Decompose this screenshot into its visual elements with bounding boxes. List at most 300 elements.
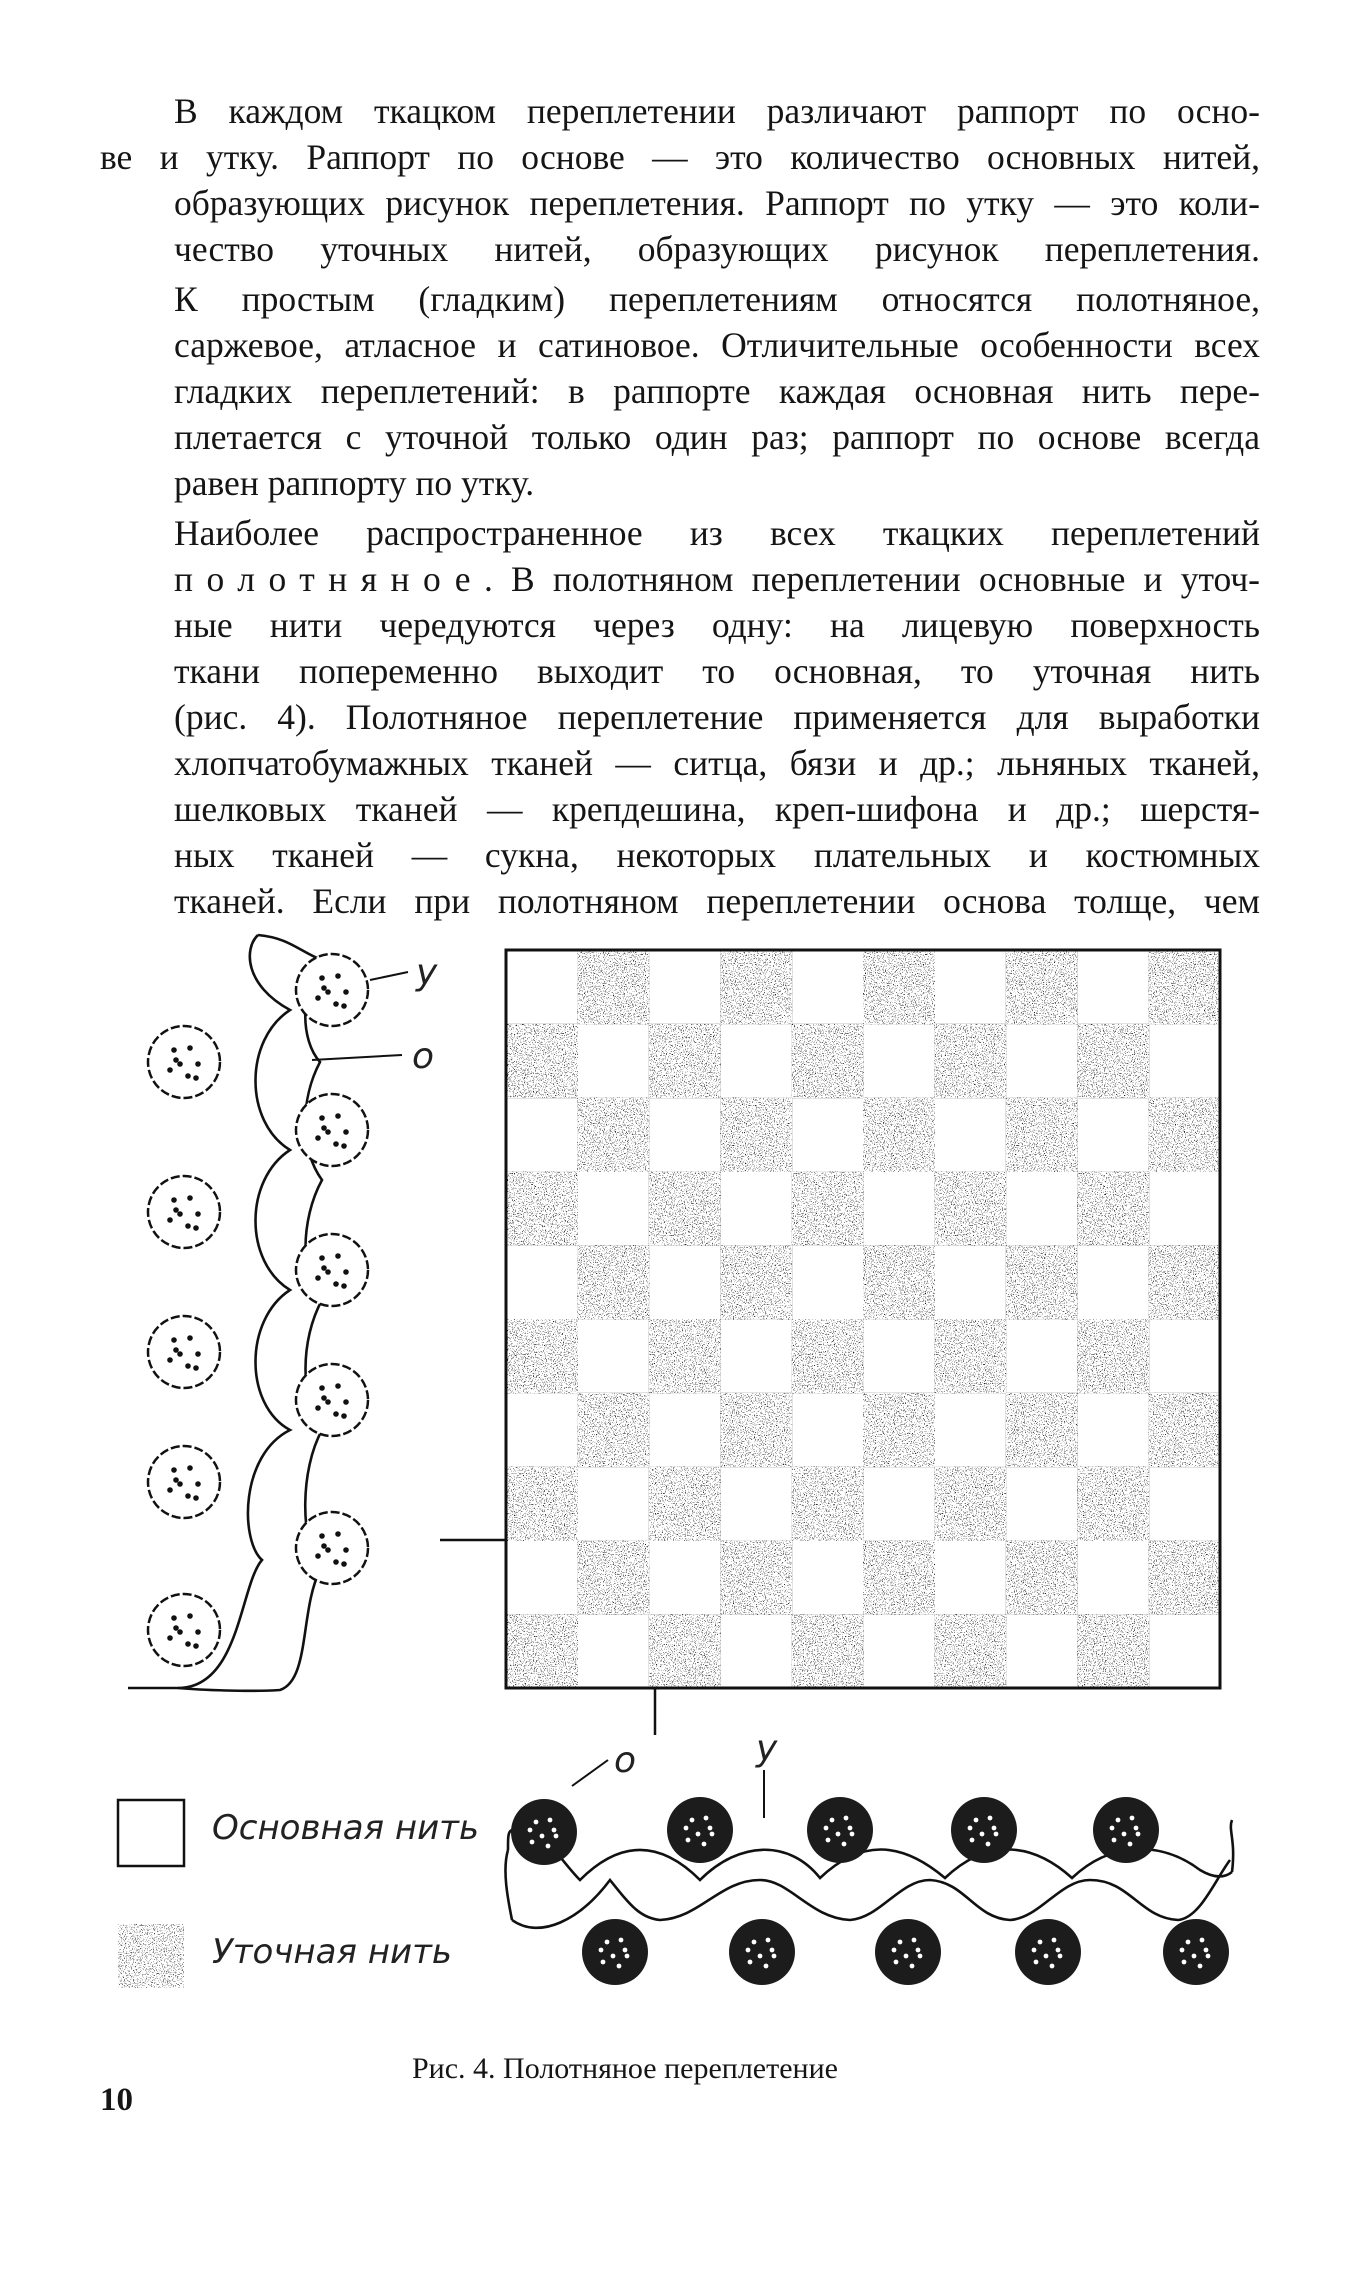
- grid-cell-texture: [506, 1171, 578, 1245]
- grid-cell-texture: [792, 1171, 864, 1245]
- text-line: [100, 556, 1260, 602]
- weft-fiber-dot: [1192, 1954, 1197, 1959]
- weft-fiber-dot: [173, 1057, 179, 1063]
- weft-fiber-dot: [848, 1826, 853, 1831]
- weft-fiber-dot: [599, 1948, 604, 1953]
- text-line: чество уточных нитей, образующих рисунок переплетения.: [174, 229, 1260, 269]
- weft-fiber-dot: [1050, 1964, 1055, 1969]
- page-number: 10: [100, 2082, 133, 2118]
- text-line: тканей. Если при полотняном переплетении основа толще, чем: [174, 881, 1260, 921]
- weft-fiber-dot: [1056, 1948, 1061, 1953]
- weft-fiber-dot: [748, 1960, 753, 1965]
- weft-fiber-dot: [830, 1818, 835, 1823]
- grid-cell-texture: [792, 1024, 864, 1098]
- weft-fiber-dot: [187, 1195, 193, 1201]
- grid-cell-warp: [1079, 1247, 1146, 1317]
- weft-fiber-dot: [177, 1351, 183, 1357]
- grid-cell-warp: [794, 1395, 861, 1465]
- weft-fiber-dot: [333, 1411, 339, 1417]
- weft-fiber-dot: [704, 1816, 709, 1821]
- weft-fiber-dot: [1052, 1938, 1057, 1943]
- weft-fiber-dot: [195, 1629, 201, 1635]
- weft-fiber-dot: [321, 985, 327, 991]
- grid-cell-texture: [863, 950, 935, 1024]
- text-line: образующих рисунок переплетения. Раппорт по утку — это коли-: [174, 183, 1260, 223]
- weft-fiber-dot: [187, 1335, 193, 1341]
- grid-cell-texture: [1149, 1098, 1221, 1172]
- weft-fiber-dot: [684, 1826, 689, 1831]
- weft-fiber-dot: [341, 1413, 347, 1419]
- weft-fiber-dot: [1044, 1954, 1049, 1959]
- weft-fiber-dot: [193, 1643, 199, 1649]
- legend-swatch-texture: [118, 1924, 184, 1988]
- weft-fiber-dot: [746, 1948, 751, 1953]
- grid-cell-texture: [720, 1540, 792, 1614]
- grid-cell-texture: [506, 1614, 578, 1688]
- grid-cell-warp: [936, 1247, 1003, 1317]
- weft-fiber-dot: [171, 1047, 177, 1053]
- weft-fiber-dot: [974, 1818, 979, 1823]
- weft-fiber-dot: [167, 1487, 173, 1493]
- weft-fiber-dot: [185, 1493, 191, 1499]
- label-warp-bottom: о: [614, 1740, 637, 1781]
- grid-cell-warp: [1151, 1026, 1218, 1096]
- grid-cell-texture: [863, 1098, 935, 1172]
- grid-cell-warp: [794, 1247, 861, 1317]
- grid-cell-texture: [1077, 1614, 1149, 1688]
- grid-cell-warp: [794, 1542, 861, 1612]
- weft-fiber-dot: [702, 1842, 707, 1847]
- weft-fiber-dot: [177, 1211, 183, 1217]
- weft-thread-circle: [296, 954, 368, 1026]
- weft-fiber-dot: [325, 1269, 331, 1275]
- grid-cell-texture: [1006, 1540, 1078, 1614]
- weft-fiber-dot: [617, 1964, 622, 1969]
- weft-fiber-dot: [1180, 1948, 1185, 1953]
- weft-fiber-dot: [904, 1954, 909, 1959]
- grid-cell-warp: [794, 1100, 861, 1170]
- weft-fiber-dot: [1110, 1826, 1115, 1831]
- grid-cell-warp: [651, 952, 718, 1022]
- grid-cell-texture: [1077, 1171, 1149, 1245]
- text-line-rest: . В полотняном переплетении основные и уточ-: [483, 559, 1260, 599]
- grid-cell-warp: [579, 1026, 646, 1096]
- weft-fiber-dot: [343, 1399, 349, 1405]
- weft-fiber-dot: [605, 1940, 610, 1945]
- legend-label-weft: Уточная нить: [212, 1932, 452, 1972]
- weave-figure: [0, 930, 1363, 2040]
- grid-cell-texture: [1006, 1245, 1078, 1319]
- weft-fiber-dot: [177, 1629, 183, 1635]
- weft-fiber-dot: [758, 1954, 763, 1959]
- weft-fiber-dot: [898, 1940, 903, 1945]
- weft-fiber-dot: [321, 1395, 327, 1401]
- weft-fiber-dot: [195, 1061, 201, 1067]
- weft-fiber-dot: [970, 1838, 975, 1843]
- weft-fiber-dot: [1134, 1826, 1139, 1831]
- weft-fiber-dot: [554, 1834, 559, 1839]
- weft-thread-circle: [148, 1176, 220, 1248]
- grid-cell-warp: [508, 1395, 575, 1465]
- weft-fiber-dot: [992, 1826, 997, 1831]
- grid-cell-texture: [1149, 1540, 1221, 1614]
- grid-cell-warp: [865, 1616, 932, 1686]
- text-line: В каждом ткацком переплетении различают раппорт по осно-: [174, 91, 1260, 131]
- body-text: [100, 88, 1260, 928]
- spaced-term: полотняное: [174, 559, 484, 599]
- weft-fiber-dot: [343, 1129, 349, 1135]
- grid-cell-warp: [1008, 1026, 1075, 1096]
- weft-thread-circle: [667, 1797, 733, 1863]
- weft-fiber-dot: [1116, 1818, 1121, 1823]
- weft-fiber-dot: [1204, 1948, 1209, 1953]
- weft-fiber-dot: [894, 1960, 899, 1965]
- text-line: (рис. 4). Полотняное переплетение применяется для выработки: [174, 697, 1260, 737]
- weft-fiber-dot: [686, 1838, 691, 1843]
- warp-thread-wavy: [512, 1860, 1230, 1928]
- grid-cell-texture: [577, 950, 649, 1024]
- paragraph-1: [100, 88, 1260, 272]
- grid-cell-texture: [577, 1245, 649, 1319]
- text-line: ве и утку. Раппорт по основе — это количество основных нитей,: [100, 137, 1260, 177]
- weft-fiber-dot: [528, 1828, 533, 1833]
- grid-cell-texture: [863, 1540, 935, 1614]
- weft-fiber-dot: [335, 1383, 341, 1389]
- weft-fiber-dot: [341, 1561, 347, 1567]
- weft-fiber-dot: [530, 1840, 535, 1845]
- weft-fiber-dot: [321, 1125, 327, 1131]
- grid-cell-warp: [651, 1247, 718, 1317]
- weft-thread-circle: [807, 1797, 873, 1863]
- weft-fiber-dot: [764, 1964, 769, 1969]
- text-line: ные нити чередуются через одну: на лицевую поверхность: [174, 605, 1260, 645]
- weft-fiber-dot: [185, 1363, 191, 1369]
- leader-line: [572, 1760, 608, 1786]
- weft-fiber-dot: [623, 1948, 628, 1953]
- grid-cell-warp: [508, 1100, 575, 1170]
- grid-cell-warp: [1008, 1321, 1075, 1391]
- grid-cell-texture: [649, 1614, 721, 1688]
- weft-fiber-dot: [343, 989, 349, 995]
- weft-thread-circle: [1015, 1919, 1081, 1985]
- grid-cell-warp: [508, 1247, 575, 1317]
- weft-fiber-dot: [187, 1613, 193, 1619]
- grid-cell-texture: [720, 1393, 792, 1467]
- warp-section-left: [128, 935, 438, 1691]
- grid-cell-texture: [720, 1245, 792, 1319]
- weft-fiber-dot: [910, 1964, 915, 1969]
- grid-cell-warp: [1079, 1100, 1146, 1170]
- weft-fiber-dot: [319, 1255, 325, 1261]
- weft-fiber-dot: [315, 1275, 321, 1281]
- weft-thread-circle: [1093, 1797, 1159, 1863]
- grid-cell-texture: [649, 1171, 721, 1245]
- weft-fiber-dot: [1206, 1954, 1211, 1959]
- grid-cell-warp: [651, 1542, 718, 1612]
- weft-thread-circle: [296, 1364, 368, 1436]
- leader-line: [370, 972, 408, 980]
- weft-fiber-dot: [325, 1129, 331, 1135]
- figure-caption: Рис. 4. Полотняное переплетение: [412, 2052, 838, 2085]
- grid-cell-texture: [792, 1614, 864, 1688]
- weft-fiber-dot: [772, 1954, 777, 1959]
- weft-fiber-dot: [333, 1281, 339, 1287]
- grid-cell-texture: [1077, 1467, 1149, 1541]
- grid-cell-warp: [651, 1100, 718, 1170]
- weft-fiber-dot: [1130, 1816, 1135, 1821]
- weft-fiber-dot: [1038, 1940, 1043, 1945]
- grid-cell-warp: [579, 1173, 646, 1243]
- grid-cell-texture: [792, 1467, 864, 1541]
- weft-fiber-dot: [619, 1938, 624, 1943]
- weft-fiber-dot: [341, 1283, 347, 1289]
- weft-fiber-dot: [335, 1531, 341, 1537]
- grid-cell-texture: [720, 950, 792, 1024]
- weft-fiber-dot: [1200, 1938, 1205, 1943]
- weft-fiber-dot: [918, 1954, 923, 1959]
- grid-cell-texture: [934, 1614, 1006, 1688]
- grid-cell-warp: [1079, 952, 1146, 1022]
- weft-fiber-dot: [195, 1481, 201, 1487]
- grid-cell-texture: [720, 1098, 792, 1172]
- weft-fiber-dot: [994, 1832, 999, 1837]
- grid-cell-texture: [863, 1245, 935, 1319]
- legend-swatch-warp: [118, 1800, 184, 1866]
- weft-fiber-dot: [1122, 1832, 1127, 1837]
- text-line: шелковых тканей — крепдешина, креп-шифона и др.; шерстя-: [174, 789, 1260, 829]
- weft-fiber-dot: [173, 1207, 179, 1213]
- weft-fiber-dot: [546, 1844, 551, 1849]
- text-line: гладких переплетений: в раппорте каждая основная нить пере-: [174, 371, 1260, 411]
- weft-fiber-dot: [173, 1477, 179, 1483]
- grid-cell-texture: [577, 1393, 649, 1467]
- weft-fiber-dot: [173, 1347, 179, 1353]
- grid-cell-warp: [651, 1395, 718, 1465]
- weft-thread-circle: [296, 1094, 368, 1166]
- label-warp-left: о: [412, 1036, 435, 1077]
- grid-cell-texture: [577, 1098, 649, 1172]
- grid-cell-warp: [1079, 1542, 1146, 1612]
- weft-fiber-dot: [708, 1826, 713, 1831]
- grid-cell-texture: [506, 1467, 578, 1541]
- weft-fiber-dot: [333, 1001, 339, 1007]
- weft-fiber-dot: [335, 973, 341, 979]
- weft-fiber-dot: [177, 1481, 183, 1487]
- grid-cell-texture: [1006, 1098, 1078, 1172]
- grid-cell-texture: [934, 1171, 1006, 1245]
- warp-edge: [505, 1850, 512, 1920]
- text-line: равен раппорту по утку.: [174, 463, 535, 503]
- grid-cell-texture: [934, 1024, 1006, 1098]
- weft-fiber-dot: [824, 1826, 829, 1831]
- weft-fiber-dot: [171, 1197, 177, 1203]
- weft-fiber-dot: [892, 1948, 897, 1953]
- weft-fiber-dot: [167, 1635, 173, 1641]
- weft-fiber-dot: [1136, 1832, 1141, 1837]
- grid-cell-warp: [579, 1616, 646, 1686]
- weft-fiber-dot: [968, 1826, 973, 1831]
- weft-fiber-dot: [335, 1113, 341, 1119]
- weft-fiber-dot: [625, 1954, 630, 1959]
- weft-fiber-dot: [844, 1816, 849, 1821]
- grid-cell-texture: [577, 1540, 649, 1614]
- warp-section-bottom: [505, 1728, 1233, 1985]
- paragraph-3: [100, 510, 1260, 924]
- weft-fiber-dot: [850, 1832, 855, 1837]
- weft-fiber-dot: [1112, 1838, 1117, 1843]
- weft-fiber-dot: [333, 1559, 339, 1565]
- grid-cell-texture: [649, 1467, 721, 1541]
- weft-fiber-dot: [315, 995, 321, 1001]
- grid-cell-warp: [508, 1542, 575, 1612]
- grid-cell-warp: [865, 1321, 932, 1391]
- weft-fiber-dot: [319, 1533, 325, 1539]
- weft-fiber-dot: [185, 1223, 191, 1229]
- grid-cell-warp: [1008, 1469, 1075, 1539]
- weft-fiber-dot: [1034, 1960, 1039, 1965]
- weft-fiber-dot: [710, 1832, 715, 1837]
- legend-label-warp: Основная нить: [212, 1808, 480, 1848]
- grid-cell-warp: [1151, 1173, 1218, 1243]
- weft-fiber-dot: [171, 1615, 177, 1621]
- weft-fiber-dot: [534, 1820, 539, 1825]
- weft-fiber-dot: [770, 1948, 775, 1953]
- grid-cell-warp: [579, 1321, 646, 1391]
- weft-fiber-dot: [325, 1547, 331, 1553]
- weft-thread-circle: [875, 1919, 941, 1985]
- grid-cell-warp: [1079, 1395, 1146, 1465]
- paragraph-2: [100, 276, 1260, 506]
- weft-thread-circle: [729, 1919, 795, 1985]
- weft-fiber-dot: [988, 1816, 993, 1821]
- weft-fiber-dot: [167, 1357, 173, 1363]
- weft-fiber-dot: [836, 1832, 841, 1837]
- grid-cell-warp: [936, 1542, 1003, 1612]
- label-weft-left: у: [416, 952, 438, 993]
- weft-fiber-dot: [916, 1948, 921, 1953]
- grid-cell-texture: [506, 1319, 578, 1393]
- weft-thread-circle: [1163, 1919, 1229, 1985]
- grid-cell-warp: [722, 1026, 789, 1096]
- weft-fiber-dot: [185, 1641, 191, 1647]
- grid-cell-warp: [865, 1026, 932, 1096]
- weft-thread-circle: [951, 1797, 1017, 1863]
- grid-cell-texture: [649, 1024, 721, 1098]
- grid-cell-texture: [1077, 1319, 1149, 1393]
- weft-fiber-dot: [167, 1217, 173, 1223]
- weft-fiber-dot: [1198, 1964, 1203, 1969]
- weft-thread-circle: [582, 1919, 648, 1985]
- weft-thread-circle: [148, 1316, 220, 1388]
- grid-cell-warp: [722, 1616, 789, 1686]
- grid-cell-warp: [722, 1469, 789, 1539]
- weft-fiber-dot: [552, 1828, 557, 1833]
- grid-cell-texture: [1006, 1393, 1078, 1467]
- warp-edge: [1231, 1820, 1233, 1872]
- text-line: хлопчатобумажных тканей — ситца, бязи и др.; льняных тканей,: [174, 743, 1260, 783]
- weft-fiber-dot: [319, 975, 325, 981]
- weft-fiber-dot: [171, 1467, 177, 1473]
- weft-fiber-dot: [321, 1265, 327, 1271]
- weft-fiber-dot: [1058, 1954, 1063, 1959]
- grid-cell-texture: [1077, 1024, 1149, 1098]
- weft-fiber-dot: [341, 1143, 347, 1149]
- weft-fiber-dot: [187, 1465, 193, 1471]
- weft-fiber-dot: [315, 1553, 321, 1559]
- weft-fiber-dot: [540, 1834, 545, 1839]
- weft-fiber-dot: [1186, 1940, 1191, 1945]
- text-line: плетается с уточной только один раз; раппорт по основе всегда: [174, 417, 1260, 457]
- weft-fiber-dot: [193, 1365, 199, 1371]
- grid-cell-texture: [1149, 950, 1221, 1024]
- weft-fiber-dot: [325, 1399, 331, 1405]
- weft-fiber-dot: [690, 1818, 695, 1823]
- weft-fiber-dot: [1182, 1960, 1187, 1965]
- weft-thread-circle: [511, 1799, 577, 1865]
- text-line: К простым (гладким) переплетениям относятся полотняное,: [174, 279, 1260, 319]
- weft-fiber-dot: [826, 1838, 831, 1843]
- weft-fiber-dot: [185, 1073, 191, 1079]
- grid-cell-warp: [722, 1173, 789, 1243]
- grid-cell-texture: [934, 1467, 1006, 1541]
- grid-cell-warp: [936, 1100, 1003, 1170]
- weft-fiber-dot: [195, 1351, 201, 1357]
- grid-cell-texture: [863, 1393, 935, 1467]
- text-line: саржевое, атласное и сатиновое. Отличительные особенности всех: [174, 325, 1260, 365]
- weft-thread-circle: [296, 1512, 368, 1584]
- plain-weave-grid: [440, 950, 1221, 1735]
- grid-cell-texture: [649, 1319, 721, 1393]
- label-weft-bottom: у: [756, 1728, 778, 1769]
- grid-cell-warp: [794, 952, 861, 1022]
- grid-cell-texture: [792, 1319, 864, 1393]
- grid-cell-warp: [1151, 1469, 1218, 1539]
- weft-fiber-dot: [986, 1842, 991, 1847]
- weft-fiber-dot: [766, 1938, 771, 1943]
- weft-fiber-dot: [912, 1938, 917, 1943]
- weft-thread-circle: [296, 1234, 368, 1306]
- grid-cell-warp: [508, 952, 575, 1022]
- grid-cell-texture: [506, 1024, 578, 1098]
- weft-thread-circle: [148, 1446, 220, 1518]
- weft-fiber-dot: [325, 989, 331, 995]
- weft-fiber-dot: [611, 1954, 616, 1959]
- weft-fiber-dot: [195, 1211, 201, 1217]
- weft-fiber-dot: [341, 1003, 347, 1009]
- grid-cell-warp: [865, 1469, 932, 1539]
- weft-fiber-dot: [319, 1115, 325, 1121]
- weft-fiber-dot: [193, 1495, 199, 1501]
- text-line: Наиболее распространенное из всех ткацких переплетений: [174, 513, 1260, 553]
- weft-fiber-dot: [321, 1543, 327, 1549]
- leader-line: [312, 1055, 402, 1060]
- grid-cell-warp: [1008, 1173, 1075, 1243]
- grid-cell-texture: [1149, 1245, 1221, 1319]
- grid-cell-warp: [1151, 1616, 1218, 1686]
- weft-fiber-dot: [177, 1061, 183, 1067]
- weft-fiber-dot: [167, 1067, 173, 1073]
- weft-fiber-dot: [343, 1269, 349, 1275]
- weft-fiber-dot: [601, 1960, 606, 1965]
- grid-cell-texture: [934, 1319, 1006, 1393]
- weft-thread-circle: [148, 1026, 220, 1098]
- weft-fiber-dot: [187, 1045, 193, 1051]
- weft-fiber-dot: [752, 1940, 757, 1945]
- grid-cell-warp: [936, 952, 1003, 1022]
- weft-fiber-dot: [335, 1253, 341, 1259]
- weft-fiber-dot: [333, 1141, 339, 1147]
- weft-fiber-dot: [193, 1075, 199, 1081]
